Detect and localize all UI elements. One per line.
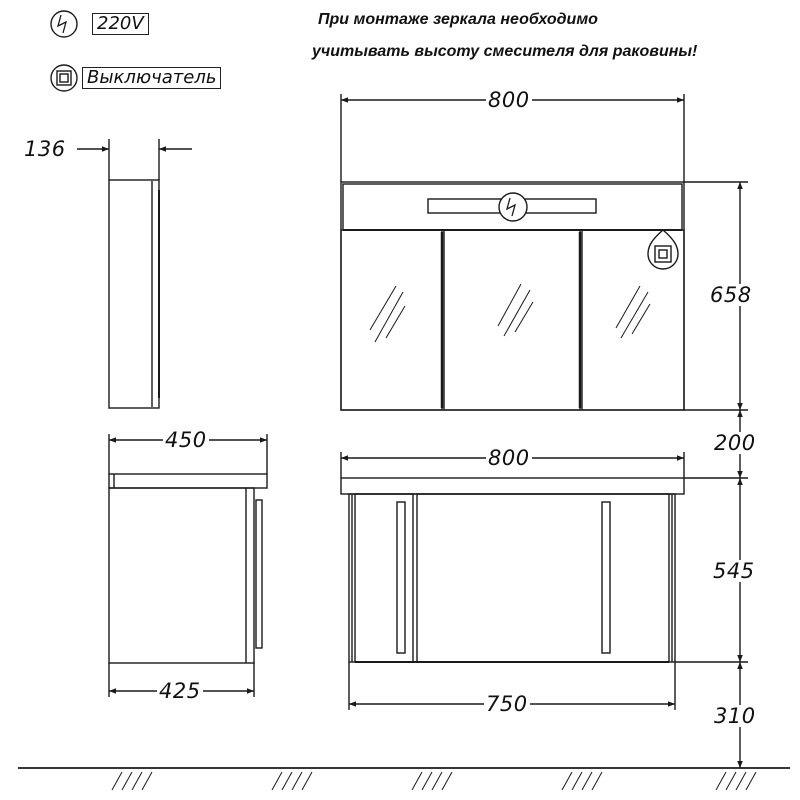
cabinet-side-view <box>109 474 267 663</box>
mirror-side-view <box>109 180 159 408</box>
mirror-switch-icon <box>648 230 678 269</box>
mirror-lamp-power-icon <box>499 193 527 221</box>
mirror-glare-center <box>498 284 533 336</box>
cabinet-front-view <box>341 478 684 662</box>
cabinet-depth-bottom-label: 425 <box>159 679 201 703</box>
cabinet-width-bottom-label: 750 <box>486 692 528 716</box>
switch-legend-label: Выключатель <box>82 67 221 89</box>
mirror-depth-label: 136 <box>24 137 66 161</box>
mounting-note-line1: При монтаже зеркала необходимо <box>318 11 598 28</box>
mirror-depth-dimension <box>77 139 192 180</box>
switch-icon <box>51 65 77 91</box>
floor-hatching <box>112 772 756 790</box>
mirror-glare-left <box>370 286 405 342</box>
power-legend-label: 220V <box>92 13 149 35</box>
gap-mirror-cabinet-label: 200 <box>714 431 756 455</box>
mirror-glare-right <box>616 286 650 338</box>
cabinet-depth-top-label: 450 <box>165 428 207 452</box>
cabinet-height-label: 545 <box>713 559 755 583</box>
mirror-width-label: 800 <box>488 88 530 112</box>
mirror-height-label: 658 <box>710 283 752 307</box>
mounting-note-line2: учитывать высоту смесителя для раковины! <box>312 43 698 60</box>
cabinet-width-top-label: 800 <box>488 446 530 470</box>
floor-clearance-label: 310 <box>714 704 756 728</box>
lightning-icon <box>51 11 77 37</box>
